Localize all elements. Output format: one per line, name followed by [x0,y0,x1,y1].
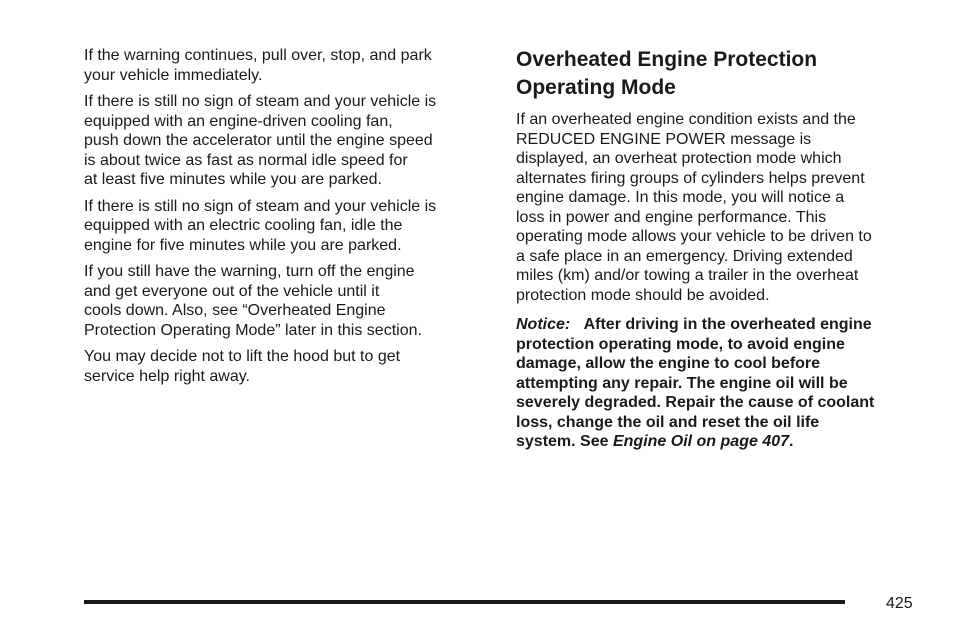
notice-end: . [789,433,794,450]
text-line: is about twice as fast as normal idle speed for [84,151,408,169]
cross-reference-link[interactable]: Engine Oil on page 407 [612,433,790,450]
text-line: at least five minutes while you are parked. [84,171,382,188]
text-line: If there is still no sign of steam and your vehicle is [84,93,437,110]
heading-line: Overheated Engine Protection [516,48,818,71]
notice-label: Notice: [516,316,571,333]
notice-text: system. See [516,433,609,450]
paragraph-electric-fan [84,197,489,256]
text-line: protection mode should be avoided. [516,286,770,304]
text-line: engine damage. In this mode, you will notice a [516,189,845,206]
text-line: push down the accelerator until the engine speed [84,132,433,149]
footer-rule [84,600,845,604]
text-line: If an overheated engine condition exists and the [516,111,856,128]
text-line: alternates firing groups of cylinders helps prevent [516,169,865,187]
notice-first-line [516,315,926,335]
notice-last-line [516,432,926,452]
section-heading [516,46,926,102]
left-column [84,46,489,393]
text-line: If the warning continues, pull over, stop, and park [84,47,432,64]
text-line: cools down. Also, see “Overheated Engine [84,302,386,319]
text-line: You may decide not to lift the hood but to get [84,348,401,365]
text-line: and get everyone out of the vehicle until it [84,282,380,300]
text-line: Protection Operating Mode” later in this section. [84,321,422,339]
paragraph-warning-continues [84,46,489,85]
notice-line: damage, allow the engine to cool before [516,355,821,372]
text-line: If you still have the warning, turn off the engine [84,263,415,280]
text-line: displayed, an overheat protection mode which [516,150,842,167]
notice-block [516,315,926,452]
text-line: equipped with an electric cooling fan, idle the [84,217,403,234]
text-line: engine for five minutes while you are parked. [84,236,402,254]
notice-line: loss, change the oil and reset the oil life [516,413,820,431]
text-line: loss in power and engine performance. This [516,208,827,226]
text-line: miles (km) and/or towing a trailer in the overheat [516,267,859,284]
page-number: 425 [886,595,913,612]
text-line: service help right away. [84,367,250,385]
paragraph-engine-driven-fan [84,92,489,190]
notice-line: severely degraded. Repair the cause of coolant [516,394,875,411]
text-line: your vehicle immediately. [84,66,263,84]
text-line: If there is still no sign of steam and your vehicle is [84,197,437,215]
text-line: operating mode allows your vehicle to be driven to [516,228,872,245]
notice-line: attempting any repair. The engine oil will be [516,374,848,392]
text-line: a safe place in an emergency. Driving extended [516,247,853,265]
notice-text: After driving in the overheated engine [583,316,872,333]
text-line: REDUCED ENGINE POWER message is [516,130,812,148]
text-line: equipped with an engine-driven cooling fan, [84,112,393,130]
notice-line: protection operating mode, to avoid engine [516,335,845,353]
paragraph-service-help [84,347,489,386]
paragraph-overheat-mode [516,110,926,305]
paragraph-still-warning [84,262,489,340]
heading-line: Operating Mode [516,76,676,99]
right-column [516,46,926,452]
